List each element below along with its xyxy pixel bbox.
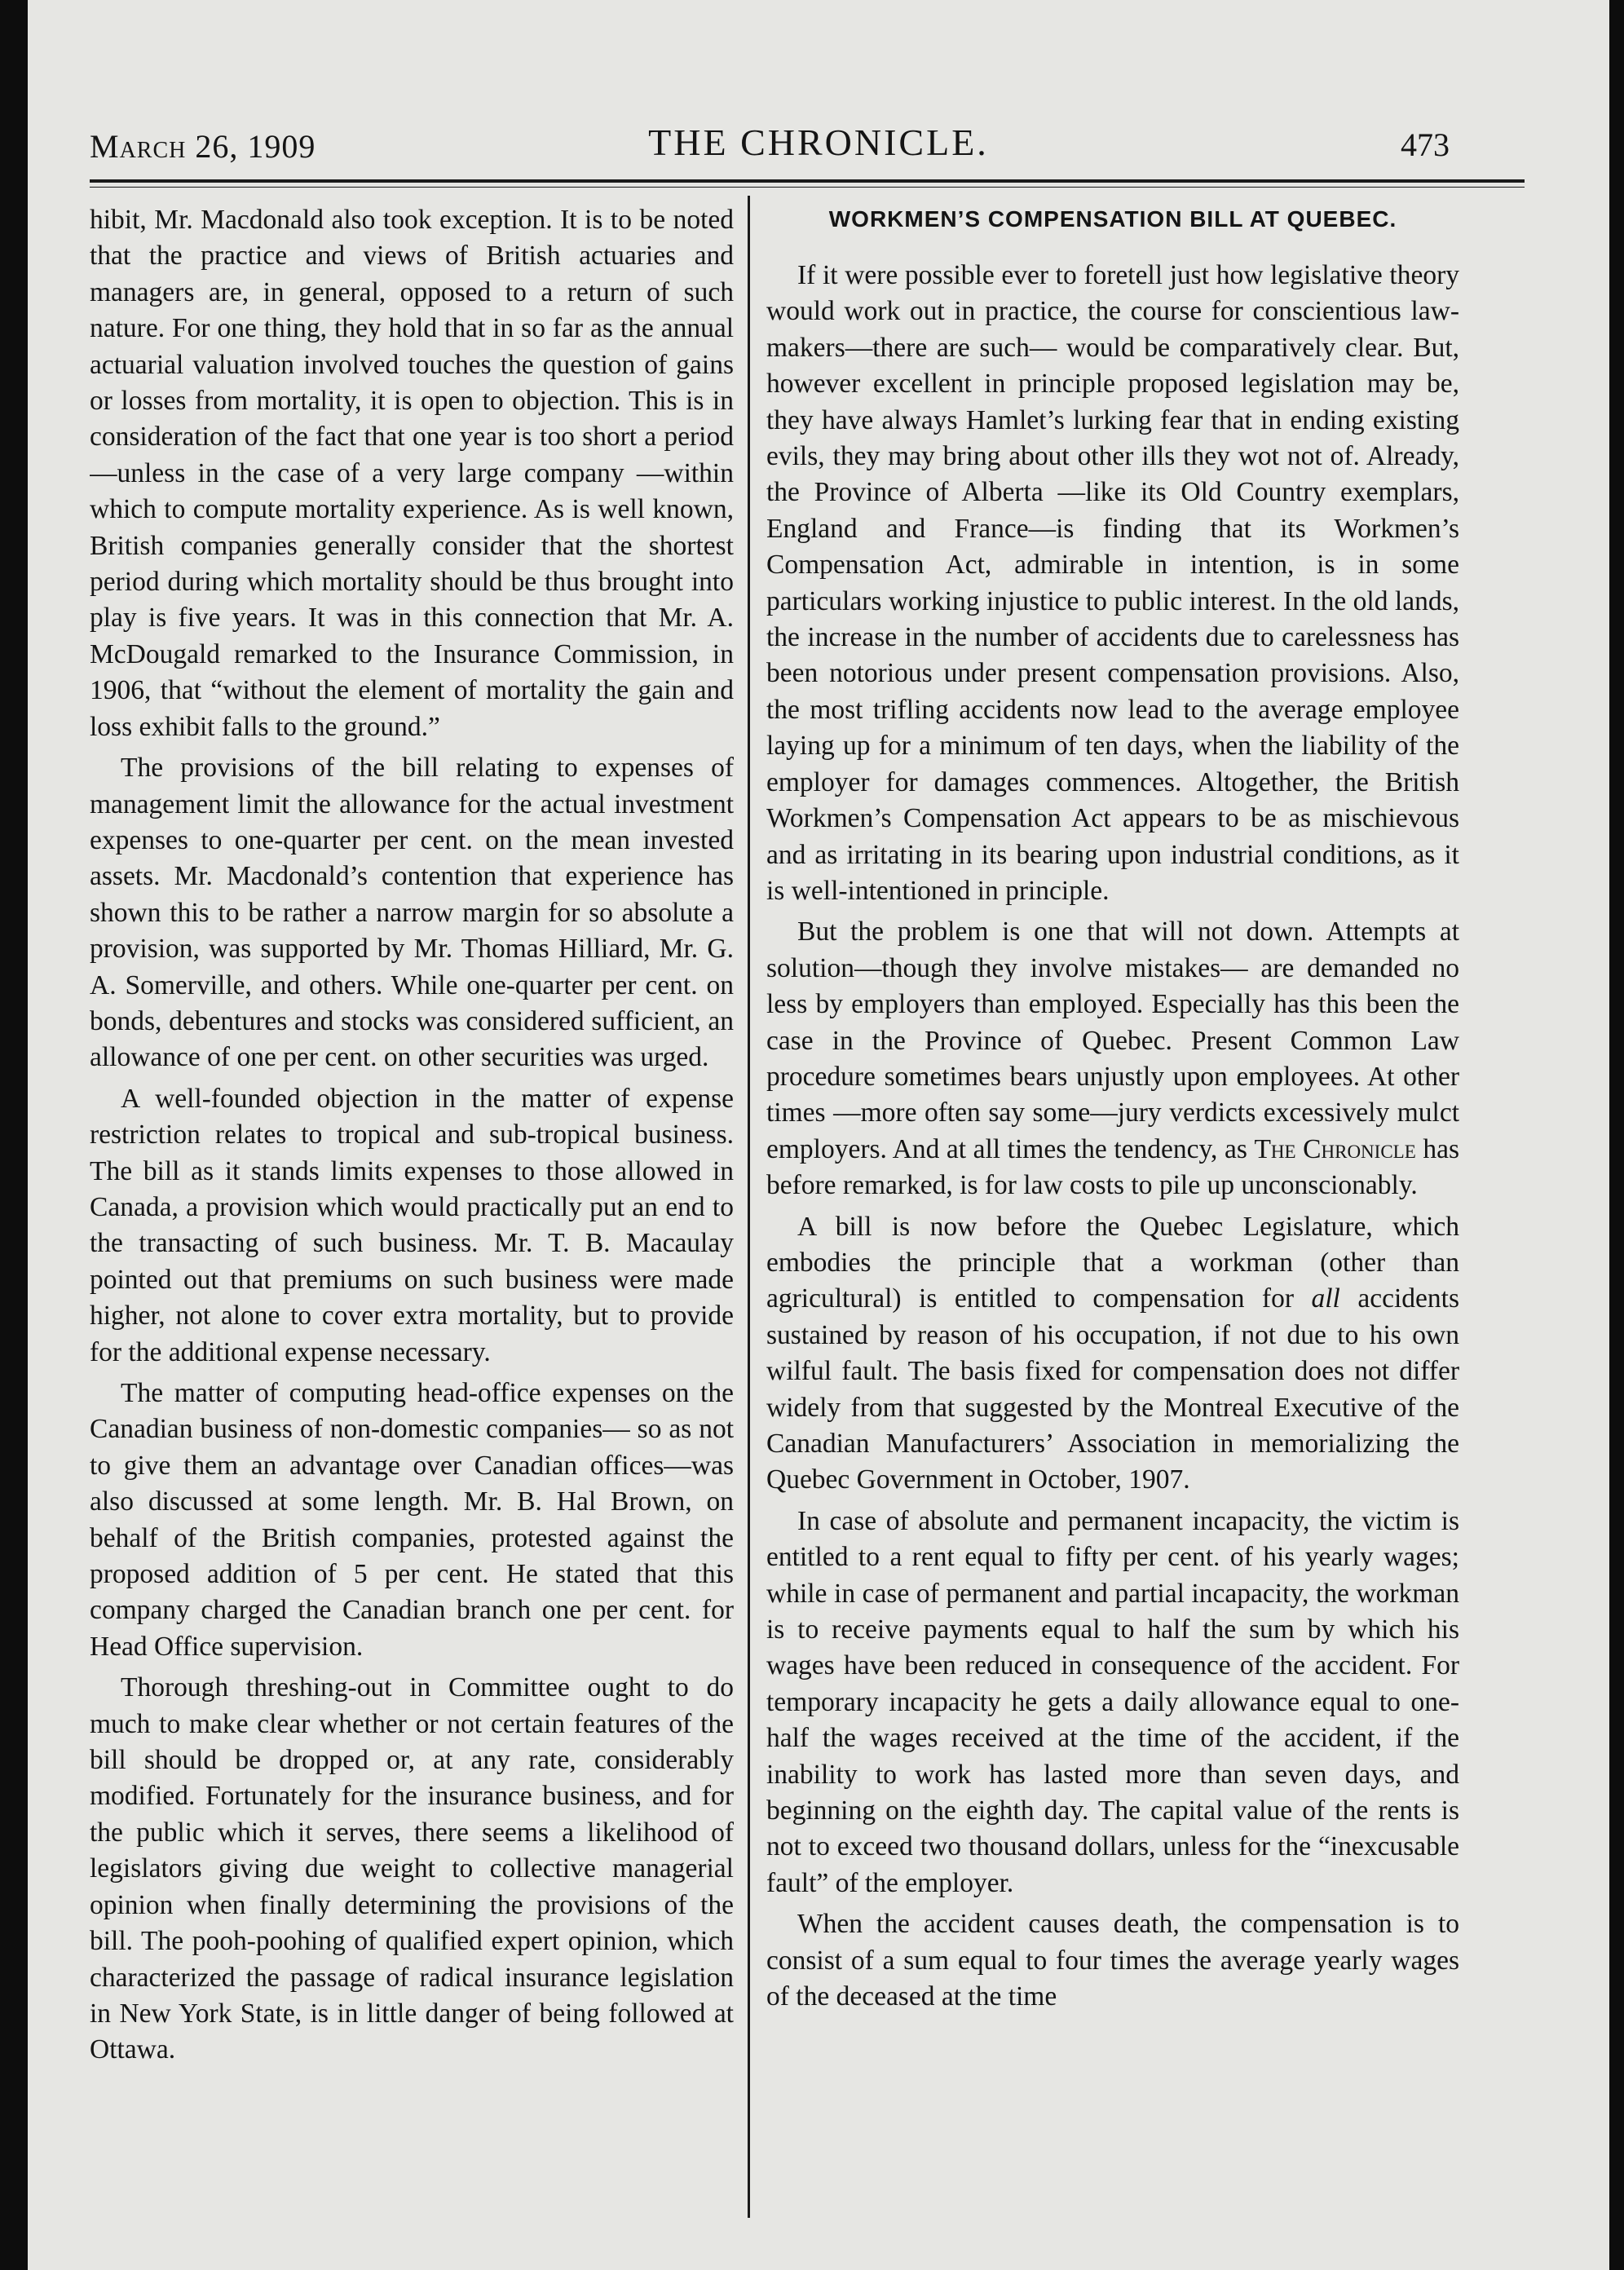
left-column — [90, 202, 734, 2224]
column-divider — [748, 196, 750, 2218]
emphasis-all: all — [1311, 1283, 1340, 1314]
left-paragraph-5: Thorough threshing-out in Committee ought to do much to make clear whether or not certain features of the bill should be dropped or, at any rate, considerably modified. Fortunately for the insurance business, and for the public which it serves, there seems a likelihood of legislators giving due weight to collective managerial opinion when finally determining the provisions of the bill. The pooh-poohing of qualified expert opinion, which characterized the passage of radical insurance legislation in New York State, is in little danger of being followed at Ottawa. — [90, 1672, 734, 2065]
right-paragraph-3 — [766, 1209, 1459, 1499]
right-paragraph-2 — [766, 914, 1459, 1203]
issue-date: March 26, 1909 — [90, 128, 316, 165]
newspaper-page — [28, 0, 1609, 2270]
right-paragraph-5: When the accident causes death, the compensation is to consist of a sum equal to four times the average yearly wages of the deceased at the time — [766, 1909, 1459, 2012]
right-paragraph-4: In case of absolute and permanent incapacity, the victim is entitled to a rent equal to fifty per cent. of his yearly wages; while in case of permanent and partial incapacity, the workman is to receive payments equal to half the sum by which his wages have been reduced in consequence of the accident. For temporary incapacity he gets a daily allowance equal to one-half the wages received at the time of the accident, if the inability to work has lasted more than seven days, and beginning on the eighth day. The capital value of the rents is not to exceed two thousand dollars, unless for the “inexcusable fault” of the employer. — [766, 1505, 1459, 1898]
right-paragraph-2-text-b: has before remarked, is for law costs to pile up unconscionably. — [766, 1133, 1459, 1201]
page-number: 473 — [1401, 126, 1450, 163]
left-paragraph-1: hibit, Mr. Macdonald also took exception. It is to be noted that the practice and views of British actuaries and managers are, in general, opposed to a return of such nature. For one thing, they hold that in so far as the annual actuarial valuation involved touches the question of gains or losses from mortality, it is open to objection. This is in consideration of the fact that one year is too short a period—unless in the case of a very large company —within which to compute mortality experience. As is well known, British companies generally consider that the shortest period during which mortality should be thus brought into play is five years. It was in this connection that Mr. A. McDougald remarked to the Insurance Commission, in 1906, that “without the element of mortality the gain and loss exhibit falls to the ground.” — [90, 205, 734, 742]
publication-title: THE CHRONICLE. — [648, 121, 989, 163]
left-paragraph-4: The matter of computing head-office expenses on the Canadian business of non-domestic companies— so as not to give them an advantage over Canadian offices—was also discussed at some length. Mr. B. Hal Brown, on behalf of the British companies, protested against the proposed addition of 5 per cent. He stated that this company charged the Canadian branch one per cent. for Head Office supervision. — [90, 1378, 734, 1662]
left-paragraph-2: The provisions of the bill relating to expenses of management limit the allowance for the actual investment expenses to one-quarter per cent. on the mean invested assets. Mr. Macdonald’s contention that experience has shown this to be rather a narrow margin for so absolute a provision, was supported by Mr. Thomas Hilliard, Mr. G. A. Somerville, and others. While one-quarter per cent. on bonds, debentures and stocks was considered sufficient, an allowance of one per cent. on other securities was urged. — [90, 753, 734, 1073]
left-paragraph-3: A well-founded objection in the matter of expense restriction relates to tropical and sub-tropical business. The bill as it stands limits expenses to those allowed in Canada, a provision which would practically put an end to the transacting of such business. Mr. T. B. Macaulay pointed out that premiums on such business were made higher, not alone to cover extra mortality, but to provide for the additional expense necessary. — [90, 1083, 734, 1367]
right-column — [766, 202, 1459, 2224]
header-rule-thick — [90, 179, 1525, 183]
right-paragraph-3-text-a: A bill is now before the Quebec Legislature, which embodies the principle that a workman (other than agricultural) is entitled to compensation for — [766, 1211, 1459, 1314]
right-paragraph-2-text-a: But the problem is one that will not down. Attempts at solution—though they involve mistakes— are demanded no less by employers than employed. Especially has this been the case in the Province of Quebec. Present Common Law procedure sometimes bears unjustly upon employees. At other times —more often say some—jury verdicts excessively mulct employers. And at all times the tendency, as — [766, 916, 1459, 1164]
right-paragraph-1: If it were possible ever to foretell just how legislative theory would work out in practice, the course for conscientious law-makers—there are such— would be comparatively clear. But, however excellent in principle proposed legislation may be, they have always Hamlet’s lurking fear that in ending existing evils, they may bring about other ills they wot not of. Already, the Province of Alberta —like its Old Country exemplars, England and France—is finding that its Workmen’s Compensation Act, admirable in intention, is in some particulars working injustice to public interest. In the old lands, the increase in the number of accidents due to carelessness has been notorious under present compensation provisions. Also, the most trifling accidents now lead to the average employee laying up for a minimum of ten days, when the liability of the employer for damages commences. Altogether, the British Workmen’s Compensation Act appears to be as mischievous and as irritating in its bearing upon industrial conditions, as it is well-intentioned in principle. — [766, 260, 1459, 906]
chronicle-reference: The Chronicle — [1254, 1133, 1416, 1164]
header-rule-thin — [90, 187, 1525, 188]
article-heading: WORKMEN’S COMPENSATION BILL AT QUEBEC. — [828, 206, 1397, 232]
right-paragraph-3-text-b: accidents sustained by reason of his occupation, if not due to his own wilful fault. The basis fixed for compensation does not differ widely from that suggested by the Montreal Executive of the Canadian Manufacturers’ Association in memorializing the Quebec Government in October, 1907. — [766, 1283, 1459, 1495]
page-header — [28, 121, 1609, 170]
